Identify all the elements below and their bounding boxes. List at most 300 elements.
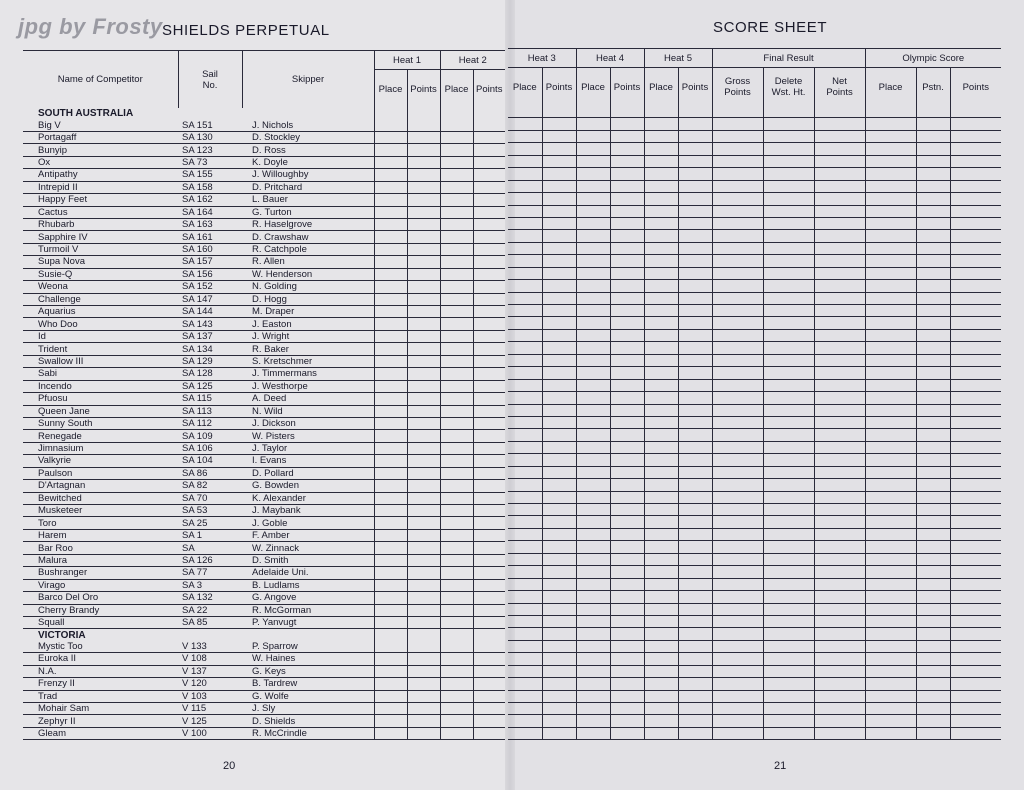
skipper-name: J. Wright xyxy=(242,330,374,342)
score-cell xyxy=(712,628,763,640)
score-cell xyxy=(678,653,712,665)
score-cell xyxy=(473,405,505,417)
score-cell xyxy=(763,603,814,615)
score-cell xyxy=(865,379,916,391)
score-cell xyxy=(610,193,644,205)
score-cell xyxy=(473,467,505,479)
score-cell xyxy=(865,292,916,304)
sail-number: SA 70 xyxy=(178,492,242,504)
score-cell xyxy=(950,118,1001,130)
score-cell xyxy=(610,404,644,416)
score-cell xyxy=(950,715,1001,727)
score-cell xyxy=(865,640,916,652)
score-cell xyxy=(407,131,440,143)
score-cell xyxy=(644,292,678,304)
score-cell xyxy=(374,169,407,181)
score-cell xyxy=(678,441,712,453)
score-cell xyxy=(644,305,678,317)
score-cell xyxy=(678,727,712,739)
sail-number: V 103 xyxy=(178,690,242,702)
score-cell xyxy=(712,168,763,180)
competitor-row xyxy=(23,430,505,442)
score-cell xyxy=(763,703,814,715)
score-cell xyxy=(508,591,542,603)
score-cell xyxy=(576,715,610,727)
score-cell xyxy=(678,379,712,391)
skipper-name: J. Goble xyxy=(242,517,374,529)
score-cell xyxy=(916,516,950,528)
score-cell xyxy=(508,429,542,441)
skipper-name: D. Crawshaw xyxy=(242,231,374,243)
score-cell xyxy=(678,553,712,565)
score-cell xyxy=(712,454,763,466)
sail-number: SA 125 xyxy=(178,380,242,392)
score-cell xyxy=(508,143,542,155)
competitor-name: Turmoil V xyxy=(23,243,178,255)
score-cell xyxy=(763,180,814,192)
sail-number: SA 162 xyxy=(178,194,242,206)
heat5-points-header: Points xyxy=(678,68,712,107)
score-cell xyxy=(440,529,473,541)
score-cell xyxy=(610,504,644,516)
score-cell xyxy=(814,591,865,603)
score-row xyxy=(508,292,1001,304)
score-cell xyxy=(865,516,916,528)
competitor-name: Gleam xyxy=(23,727,178,739)
col-skipper-header: Skipper xyxy=(242,51,374,109)
score-cell xyxy=(407,380,440,392)
score-cell xyxy=(644,628,678,640)
score-cell xyxy=(916,479,950,491)
competitor-name: Challenge xyxy=(23,293,178,305)
score-cell xyxy=(407,455,440,467)
score-cell xyxy=(374,405,407,417)
score-cell xyxy=(916,305,950,317)
score-cell xyxy=(440,641,473,653)
score-cell xyxy=(440,665,473,677)
score-cell xyxy=(865,504,916,516)
score-cell xyxy=(542,479,576,491)
skipper-name: J. Taylor xyxy=(242,442,374,454)
score-cell xyxy=(916,155,950,167)
score-cell xyxy=(407,306,440,318)
score-cell xyxy=(440,194,473,206)
score-cell xyxy=(407,293,440,305)
score-cell xyxy=(542,180,576,192)
score-row xyxy=(508,727,1001,739)
score-row xyxy=(508,553,1001,565)
score-cell xyxy=(865,280,916,292)
score-cell xyxy=(508,441,542,453)
sail-number: SA 144 xyxy=(178,306,242,318)
score-cell xyxy=(763,653,814,665)
score-cell xyxy=(542,106,576,118)
score-cell xyxy=(542,342,576,354)
competitor-name: Swallow III xyxy=(23,355,178,367)
score-cell xyxy=(865,628,916,640)
score-cell xyxy=(610,329,644,341)
sail-number: SA 106 xyxy=(178,442,242,454)
score-cell xyxy=(473,417,505,429)
competitor-row xyxy=(23,343,505,355)
score-cell xyxy=(678,678,712,690)
score-cell xyxy=(763,491,814,503)
score-cell xyxy=(440,417,473,429)
skipper-name: D. Shields xyxy=(242,715,374,727)
score-cell xyxy=(712,528,763,540)
score-cell xyxy=(814,553,865,565)
score-cell xyxy=(950,354,1001,366)
score-cell xyxy=(508,205,542,217)
score-cell xyxy=(542,678,576,690)
score-cell xyxy=(644,329,678,341)
score-cell xyxy=(916,628,950,640)
score-cell xyxy=(950,255,1001,267)
score-cell xyxy=(712,466,763,478)
score-cell xyxy=(473,554,505,566)
score-cell xyxy=(407,480,440,492)
heat5-place-header: Place xyxy=(644,68,678,107)
score-cell xyxy=(712,715,763,727)
score-cell xyxy=(407,231,440,243)
score-cell xyxy=(865,118,916,130)
score-cell xyxy=(374,181,407,193)
score-cell xyxy=(440,517,473,529)
score-cell xyxy=(814,193,865,205)
score-cell xyxy=(678,106,712,118)
score-cell xyxy=(508,180,542,192)
sail-number: SA 158 xyxy=(178,181,242,193)
score-cell xyxy=(644,205,678,217)
score-cell xyxy=(508,479,542,491)
score-cell xyxy=(542,491,576,503)
score-row xyxy=(508,479,1001,491)
score-cell xyxy=(865,155,916,167)
sail-number: SA 134 xyxy=(178,343,242,355)
score-cell xyxy=(576,615,610,627)
score-row xyxy=(508,715,1001,727)
score-cell xyxy=(916,416,950,428)
score-cell xyxy=(763,690,814,702)
score-cell xyxy=(576,367,610,379)
score-cell xyxy=(374,579,407,591)
competitor-name: D'Artagnan xyxy=(23,480,178,492)
score-cell xyxy=(916,715,950,727)
competitor-name: Jimnasium xyxy=(23,442,178,454)
sail-number: SA 115 xyxy=(178,393,242,405)
sail-number: SA 160 xyxy=(178,243,242,255)
skipper-name: D. Smith xyxy=(242,554,374,566)
competitor-name: Zephyr II xyxy=(23,715,178,727)
score-cell xyxy=(950,205,1001,217)
competitor-row xyxy=(23,542,505,554)
score-cell xyxy=(814,267,865,279)
score-cell xyxy=(865,267,916,279)
score-cell xyxy=(950,591,1001,603)
score-cell xyxy=(814,130,865,142)
score-cell xyxy=(712,193,763,205)
competitor-row xyxy=(23,293,505,305)
score-cell xyxy=(542,603,576,615)
score-cell xyxy=(763,454,814,466)
score-cell xyxy=(950,454,1001,466)
score-cell xyxy=(916,727,950,739)
sail-number: SA 143 xyxy=(178,318,242,330)
score-cell xyxy=(950,217,1001,229)
skipper-name: B. Ludlams xyxy=(242,579,374,591)
score-cell xyxy=(950,292,1001,304)
score-row xyxy=(508,168,1001,180)
competitor-name: N.A. xyxy=(23,665,178,677)
score-cell xyxy=(814,528,865,540)
score-cell xyxy=(916,280,950,292)
score-row xyxy=(508,205,1001,217)
score-cell xyxy=(763,193,814,205)
sail-number: SA 25 xyxy=(178,517,242,529)
score-cell xyxy=(763,466,814,478)
score-cell xyxy=(440,727,473,739)
score-cell xyxy=(542,354,576,366)
score-cell xyxy=(950,727,1001,739)
score-cell xyxy=(712,404,763,416)
score-cell xyxy=(542,118,576,130)
competitor-row xyxy=(23,480,505,492)
skipper-name: G. Angove xyxy=(242,592,374,604)
score-cell xyxy=(712,292,763,304)
score-cell xyxy=(508,230,542,242)
score-cell xyxy=(644,491,678,503)
score-cell xyxy=(440,455,473,467)
skipper-name: K. Doyle xyxy=(242,156,374,168)
score-cell xyxy=(508,342,542,354)
score-cell xyxy=(508,528,542,540)
score-cell xyxy=(763,528,814,540)
score-cell xyxy=(678,217,712,229)
sail-number: V 108 xyxy=(178,653,242,665)
score-cell xyxy=(407,330,440,342)
score-cell xyxy=(865,441,916,453)
score-cell xyxy=(763,429,814,441)
score-cell xyxy=(407,144,440,156)
score-cell xyxy=(576,342,610,354)
section-heading: VICTORIA xyxy=(38,629,86,641)
col-name-header: Name of Competitor xyxy=(23,51,178,109)
score-cell xyxy=(763,628,814,640)
score-cell xyxy=(542,715,576,727)
score-cell xyxy=(473,567,505,579)
score-cell xyxy=(814,404,865,416)
score-cell xyxy=(865,566,916,578)
competitor-row xyxy=(23,467,505,479)
score-cell xyxy=(576,416,610,428)
score-cell xyxy=(576,454,610,466)
score-cell xyxy=(712,143,763,155)
score-cell xyxy=(712,615,763,627)
score-cell xyxy=(576,727,610,739)
score-cell xyxy=(950,106,1001,118)
page-number-left: 20 xyxy=(223,760,236,772)
score-cell xyxy=(576,466,610,478)
sail-number: SA 109 xyxy=(178,430,242,442)
competitor-name: Bar Roo xyxy=(23,542,178,554)
score-cell xyxy=(473,665,505,677)
competitor-name: Paulson xyxy=(23,467,178,479)
score-cell xyxy=(407,417,440,429)
score-cell xyxy=(576,118,610,130)
score-cell xyxy=(440,678,473,690)
competitor-row xyxy=(23,592,505,604)
score-cell xyxy=(473,727,505,739)
score-cell xyxy=(473,355,505,367)
score-cell xyxy=(576,541,610,553)
competitor-name: Euroka II xyxy=(23,653,178,665)
score-cell xyxy=(374,604,407,616)
score-cell xyxy=(763,230,814,242)
score-cell xyxy=(473,306,505,318)
score-cell xyxy=(950,603,1001,615)
score-cell xyxy=(473,442,505,454)
score-cell xyxy=(763,118,814,130)
score-cell xyxy=(865,143,916,155)
score-cell xyxy=(865,217,916,229)
score-cell xyxy=(763,392,814,404)
score-cell xyxy=(950,130,1001,142)
score-cell xyxy=(576,205,610,217)
score-row xyxy=(508,180,1001,192)
competitor-name: Bunyip xyxy=(23,144,178,156)
competitor-name: Id xyxy=(23,330,178,342)
score-cell xyxy=(712,242,763,254)
score-cell xyxy=(440,119,473,131)
heat1-header: Heat 1 xyxy=(374,51,440,70)
competitor-row xyxy=(23,169,505,181)
score-cell xyxy=(865,205,916,217)
score-cell xyxy=(542,329,576,341)
score-cell xyxy=(610,528,644,540)
score-cell xyxy=(644,155,678,167)
score-cell xyxy=(865,416,916,428)
score-cell xyxy=(814,118,865,130)
score-cell xyxy=(950,553,1001,565)
section-row xyxy=(23,629,505,641)
competitor-name: Valkyrie xyxy=(23,455,178,467)
score-cell xyxy=(712,118,763,130)
competitor-name: Intrepid II xyxy=(23,181,178,193)
score-cell xyxy=(508,416,542,428)
score-cell xyxy=(473,430,505,442)
score-row xyxy=(508,367,1001,379)
sail-number: SA 112 xyxy=(178,417,242,429)
score-cell xyxy=(950,690,1001,702)
score-cell xyxy=(814,541,865,553)
score-row xyxy=(508,106,1001,118)
score-cell xyxy=(508,106,542,118)
score-cell xyxy=(644,640,678,652)
score-cell xyxy=(407,169,440,181)
score-cell xyxy=(576,230,610,242)
score-cell xyxy=(678,491,712,503)
score-cell xyxy=(542,441,576,453)
score-cell xyxy=(814,342,865,354)
score-cell xyxy=(678,591,712,603)
score-cell xyxy=(712,180,763,192)
score-cell xyxy=(916,491,950,503)
competitor-row xyxy=(23,355,505,367)
competitor-name: Musketeer xyxy=(23,505,178,517)
score-cell xyxy=(814,354,865,366)
competitor-name: Weona xyxy=(23,281,178,293)
olympic-place-header: Place xyxy=(865,68,916,107)
score-cell xyxy=(712,678,763,690)
score-cell xyxy=(610,441,644,453)
score-cell xyxy=(508,280,542,292)
score-cell xyxy=(644,255,678,267)
score-cell xyxy=(916,379,950,391)
score-cell xyxy=(712,317,763,329)
score-cell xyxy=(576,168,610,180)
score-row xyxy=(508,280,1001,292)
score-row xyxy=(508,217,1001,229)
score-cell xyxy=(678,615,712,627)
score-cell xyxy=(508,678,542,690)
score-cell xyxy=(473,169,505,181)
score-cell xyxy=(678,130,712,142)
score-cell xyxy=(763,441,814,453)
score-cell xyxy=(950,541,1001,553)
score-cell xyxy=(407,119,440,131)
score-cell xyxy=(440,256,473,268)
score-cell xyxy=(644,280,678,292)
score-cell xyxy=(610,479,644,491)
score-cell xyxy=(576,578,610,590)
heat4-points-header: Points xyxy=(610,68,644,107)
sail-number: V 115 xyxy=(178,703,242,715)
heat4-header: Heat 4 xyxy=(576,49,644,68)
heat3-points-header: Points xyxy=(542,68,576,107)
delete-worst-heat-header: Delete Wst. Ht. xyxy=(763,68,814,107)
score-cell xyxy=(473,542,505,554)
score-cell xyxy=(644,528,678,540)
score-cell xyxy=(576,591,610,603)
score-cell xyxy=(916,392,950,404)
competitor-row xyxy=(23,554,505,566)
score-cell xyxy=(508,168,542,180)
score-cell xyxy=(678,528,712,540)
score-cell xyxy=(610,130,644,142)
skipper-name: R. McCrindle xyxy=(242,727,374,739)
skipper-name: J. Sly xyxy=(242,703,374,715)
score-cell xyxy=(407,554,440,566)
score-cell xyxy=(576,106,610,118)
score-cell xyxy=(374,492,407,504)
score-cell xyxy=(508,566,542,578)
score-cell xyxy=(865,354,916,366)
skipper-name: J. Willoughby xyxy=(242,169,374,181)
score-cell xyxy=(508,193,542,205)
score-cell xyxy=(712,416,763,428)
score-cell xyxy=(644,578,678,590)
score-cell xyxy=(473,119,505,131)
score-cell xyxy=(916,367,950,379)
competitor-name: Squall xyxy=(23,616,178,628)
competitor-row xyxy=(23,218,505,230)
olympic-score-header: Olympic Score xyxy=(865,49,1001,68)
score-cell xyxy=(374,480,407,492)
score-cell xyxy=(763,305,814,317)
score-cell xyxy=(950,504,1001,516)
score-cell xyxy=(473,690,505,702)
score-cell xyxy=(644,143,678,155)
